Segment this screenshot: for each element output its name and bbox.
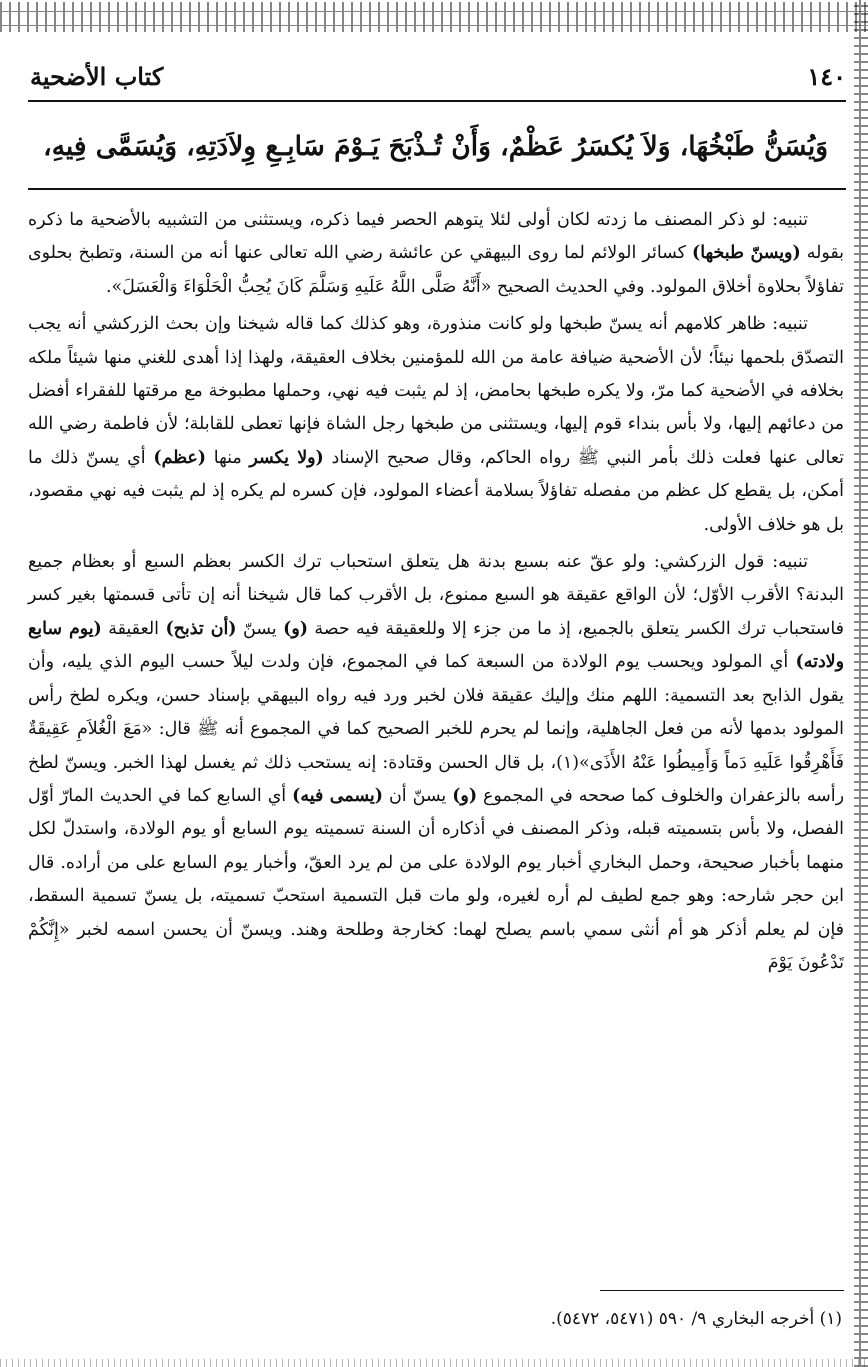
ornamental-border-right [854,0,868,1367]
footnote-rule [600,1290,844,1291]
header-rule [28,100,846,102]
matn-rule [28,188,846,190]
commentary-body [28,204,844,984]
paragraph-3: تنبيه: قول الزركشي: ولو عقّ عنه بسبع بدنة هل يتعلق استحباب ترك الكسر بعظم السبع أو بعظام جميع البدنة؟ الأقرب الأوّل؛ لأن الواقع عقيقة هو السبع ممنوع، بل الأقرب كما قال شيخنا أنه إن تأتى قسمتها بغير كسر فاستحباب ترك الكسر يتعلق بالجميع، إذ ما من جزء إلا وللعقيقة فيه حصة (و) يسنّ (أن تذبح) العقيقة (يوم سابع ولادته) أي المولود ويحسب يوم الولادة من السبعة كما في المجموع، فإن ولدت ليلاً حسب اليوم الذي يليه، وأن يقول الذابح بعد التسمية: اللهم منك وإليك عقيقة فلان لخبر ورد فيه رواه البيهقي بإسناد حسن، ويكره لطخ رأس المولود بدمها لأنه من فعل الجاهلية، وإنما لم يحرم للخبر الصحيح كما في المجموع أنه ﷺ قال: «مَعَ الْغُلاَمِ عَقِيقَةٌ فَأَهْرِقُوا عَلَيهِ دَماً وَأَمِيطُوا عَنْهُ الأَذَى»(١)، بل قال الحسن وقتادة: إنه يستحب ذلك ثم يغسل لهذا الخبر. ويسنّ لطخ رأسه بالزعفران والخلوف كما صححه في المجموع (و) يسنّ أن (يسمى فيه) أي السابع كما في الحديث المارّ أوّل الفصل، ولا بأس بتسميته قبله، وذكر المصنف في أذكاره أن السنة تسميته يوم السابع أو يوم الولادة، واستدلّ لكل منهما بأخبار صحيحة، وحمل البخاري أخبار يوم الولادة على من لم يرد العقّ، وأخبار يوم السابع على من أراده. قال ابن حجر شارحه: وهو جمع لطيف لم أره لغيره، ولو مات قبل التسمية استحبّ تسميته، بل يسنّ تسمية السقط، فإن لم يعلم أذكر هو أم أنثى سمي باسم يصلح لهما: كخارجة وطلحة وهند. ويسنّ أن يحسن اسمه لخبر «إِنَّكُمْ تَدْعُونَ يَوْمَ [28,552,844,973]
matn-text: وَيُسَنُّ طَبْخُهَا، وَلاَ يُكسَرُ عَظْمٌ، وَأَنْ تُـذْبَحَ يَـوْمَ سَابِـعِ وِلاَدَتِهِ، وَيُسَمَّى فِيهِ، [43,131,828,162]
ornamental-border-top [0,2,868,32]
paragraph-1: تنبيه: لو ذكر المصنف ما زدته لكان أولى لئلا يتوهم الحصر فيما ذكره، ويستثنى من التشبيه بالأضحية ما ذكره بقوله (ويسنّ طبخها) كسائر الولائم لما روى البيهقي عن عائشة رضي الله تعالى عنها أنه من السنة، وتطبخ بحلوى تفاؤلاً بحلاوة أخلاق المولود. وفي الحديث الصحيح «أَنَّهُ صَلَّى اللَّهُ عَلَيهِ وَسَلَّمَ كَانَ يُحِبُّ الْحَلْوَاءَ وَالْعَسَلَ». [28,210,845,297]
scan-edge-bottom [0,1359,868,1367]
paragraph-2: تنبيه: ظاهر كلامهم أنه يسنّ طبخها ولو كانت منذورة، وهو كذلك كما قاله شيخنا وإن بحث الزركشي أنه يجب التصدّق بلحمها نيئاً؛ لأن الأضحية ضيافة عامة من الله للمؤمنين بخلاف العقيقة، ولهذا إذا أهدى للغني منها شيئاً ملكه بخلافه في الأضحية كما مرّ، ولا يكره طبخها بحامض، إذ لم يثبت فيه نهي، وحملها مطبوخة مع مرقتها للفقراء أفضل من دعائهم إليها، ولا بأس بنداء قوم إليها، ويستثنى من طبخها رجل الشاة فإنها تعطى للقابلة؛ لأن فاطمة رضي الله تعالى عنها فعلت ذلك بأمر النبي ﷺ رواه الحاكم، وقال صحيح الإسناد (ولا يكسر منها (عظم) أي يسنّ ذلك ما أمكن، بل يقطع كل عظم من مفصله تفاؤلاً بسلامة أعضاء المولود، فإن كسره لم يكره إذ لم يثبت فيه نهي مقصود، بل هو خلاف الأولى. [28,314,844,535]
page-header [30,56,846,96]
page-number: ١٤٠ [807,61,846,91]
running-title: كتاب الأضحية [30,61,164,91]
footnote: (١) أخرجه البخاري ٩/ ٥٩٠ (٥٤٧١، ٥٤٧٢). [550,1309,842,1329]
